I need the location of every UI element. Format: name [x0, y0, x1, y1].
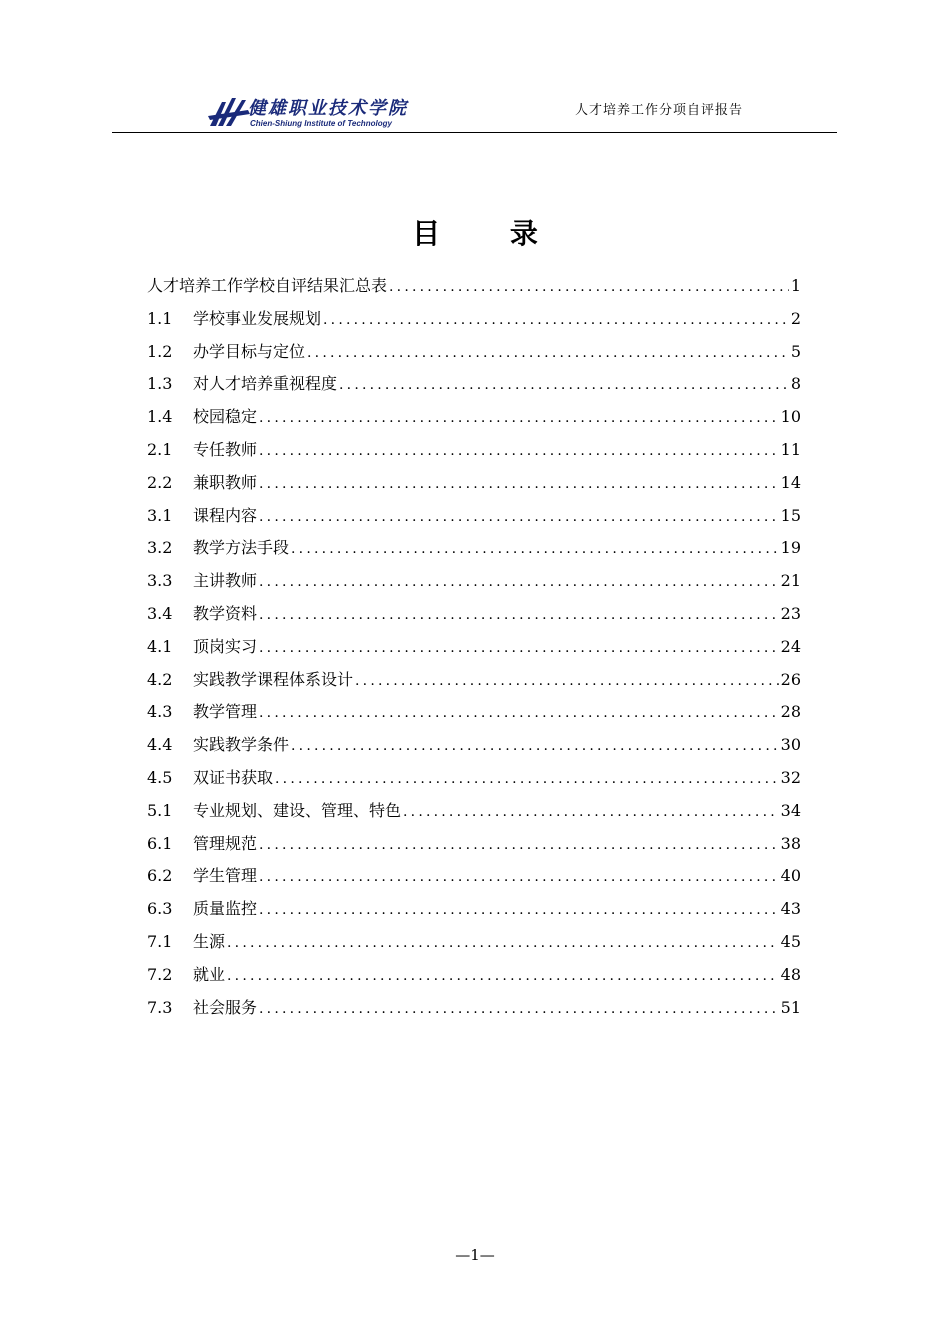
toc-section-title: 顶岗实习 — [193, 636, 258, 656]
toc-section-number: 3.1 — [147, 505, 173, 525]
toc-page-number: 11 — [780, 439, 801, 459]
toc-entry[interactable] — [147, 434, 801, 467]
toc-leader-dots — [307, 337, 789, 370]
toc-page-number: 24 — [780, 636, 801, 656]
toc-section-number: 2.1 — [147, 439, 173, 459]
toc-section-number: 5.1 — [147, 800, 173, 820]
toc-page-number: 38 — [780, 833, 801, 853]
toc-section-number: 1.4 — [147, 407, 173, 427]
toc-leader-dots — [259, 566, 779, 599]
toc-entry[interactable] — [147, 860, 801, 893]
toc-page-number: 43 — [780, 899, 801, 919]
table-of-contents — [147, 270, 801, 1024]
toc-page-number: 5 — [790, 341, 801, 361]
toc-section-number: 3.4 — [147, 603, 173, 623]
toc-section-title: 就业 — [193, 964, 226, 984]
toc-entry[interactable] — [147, 729, 801, 762]
toc-leader-dots — [339, 369, 789, 402]
toc-section-number: 4.4 — [147, 735, 173, 755]
toc-leader-dots — [259, 894, 779, 927]
toc-section-title: 人才培养工作学校自评结果汇总表 — [147, 276, 388, 295]
toc-section-title: 社会服务 — [193, 997, 258, 1017]
toc-section-number: 1.2 — [147, 341, 173, 361]
toc-entry[interactable] — [147, 959, 801, 992]
toc-section-title: 教学方法手段 — [193, 538, 290, 558]
toc-entry[interactable] — [147, 631, 801, 664]
toc-leader-dots — [291, 730, 779, 763]
toc-entry[interactable] — [147, 270, 801, 303]
toc-leader-dots — [389, 271, 789, 304]
toc-section-title: 专任教师 — [193, 439, 258, 459]
toc-section-number: 1.3 — [147, 374, 173, 394]
toc-section-title: 学生管理 — [193, 866, 258, 886]
toc-page-number: 32 — [780, 767, 801, 787]
toc-page-number: 1 — [790, 276, 801, 295]
toc-leader-dots — [403, 796, 779, 829]
toc-entry[interactable] — [147, 926, 801, 959]
toc-entry[interactable] — [147, 532, 801, 565]
toc-section-title: 质量监控 — [193, 899, 258, 919]
toc-leader-dots — [259, 402, 779, 435]
toc-page-number: 30 — [780, 735, 801, 755]
toc-section-title: 办学目标与定位 — [193, 341, 306, 361]
toc-section-number: 2.2 — [147, 472, 173, 492]
toc-section-title: 专业规划、建设、管理、特色 — [193, 800, 402, 820]
toc-page-number: 48 — [780, 964, 801, 984]
toc-page-number: 2 — [790, 308, 801, 328]
toc-page-number: 21 — [780, 571, 801, 591]
toc-leader-dots — [259, 501, 779, 534]
toc-entry[interactable] — [147, 795, 801, 828]
toc-leader-dots — [323, 304, 789, 337]
toc-entry[interactable] — [147, 565, 801, 598]
toc-leader-dots — [227, 960, 779, 993]
toc-entry[interactable] — [147, 762, 801, 795]
school-logo — [208, 94, 408, 134]
school-name: 健雄职业技术学院 — [248, 98, 408, 119]
toc-page-number: 26 — [780, 669, 801, 689]
header-divider — [112, 132, 837, 133]
toc-section-title: 实践教学课程体系设计 — [193, 669, 354, 689]
toc-leader-dots — [259, 861, 779, 894]
toc-section-number: 4.2 — [147, 669, 173, 689]
toc-leader-dots — [355, 665, 779, 698]
toc-entry[interactable] — [147, 828, 801, 861]
toc-entry[interactable] — [147, 303, 801, 336]
toc-section-title: 教学管理 — [193, 702, 258, 722]
report-title: 人才培养工作分项自评报告 — [574, 103, 743, 118]
toc-section-number: 1.1 — [147, 308, 173, 328]
toc-page-number: 19 — [780, 538, 801, 558]
toc-leader-dots — [291, 533, 779, 566]
toc-section-number: 4.3 — [147, 702, 173, 722]
toc-leader-dots — [259, 829, 779, 862]
toc-section-title: 教学资料 — [193, 603, 258, 623]
toc-page-number: 51 — [780, 997, 801, 1017]
toc-entry[interactable] — [147, 598, 801, 631]
toc-section-title: 学校事业发展规划 — [193, 308, 322, 328]
toc-leader-dots — [227, 927, 779, 960]
toc-entry[interactable] — [147, 500, 801, 533]
toc-section-title: 对人才培养重视程度 — [193, 374, 338, 394]
toc-section-title: 校园稳定 — [193, 407, 258, 427]
toc-page-number: 23 — [780, 603, 801, 623]
toc-section-number: 7.3 — [147, 997, 173, 1017]
toc-entry[interactable] — [147, 467, 801, 500]
school-name-english: Chien-Shiung Institute of Technology — [250, 119, 392, 128]
toc-entry[interactable] — [147, 368, 801, 401]
toc-page-number: 14 — [780, 472, 801, 492]
toc-entry[interactable] — [147, 992, 801, 1025]
toc-leader-dots — [259, 468, 779, 501]
toc-section-title: 双证书获取 — [193, 767, 274, 787]
toc-leader-dots — [259, 599, 779, 632]
school-emblem-icon — [208, 96, 252, 130]
page-number: —1— — [455, 1246, 495, 1264]
toc-section-title: 主讲教师 — [193, 571, 258, 591]
toc-section-number: 4.1 — [147, 636, 173, 656]
toc-page-number: 15 — [780, 505, 801, 525]
toc-entry[interactable] — [147, 893, 801, 926]
toc-page-number: 40 — [780, 866, 801, 886]
toc-section-number: 6.2 — [147, 866, 173, 886]
toc-section-title: 生源 — [193, 931, 226, 951]
toc-section-number: 6.1 — [147, 833, 173, 853]
toc-section-number: 6.3 — [147, 899, 173, 919]
toc-page-number: 8 — [790, 374, 801, 394]
toc-section-number: 3.2 — [147, 538, 173, 558]
toc-leader-dots — [259, 697, 779, 730]
page-title: 目 录 — [412, 217, 568, 250]
page-header — [112, 86, 837, 134]
toc-leader-dots — [275, 763, 779, 796]
toc-entry[interactable] — [147, 336, 801, 369]
toc-page-number: 34 — [780, 800, 801, 820]
toc-entry[interactable] — [147, 401, 801, 434]
toc-page-number: 10 — [780, 407, 801, 427]
toc-section-number: 7.2 — [147, 964, 173, 984]
toc-section-title: 实践教学条件 — [193, 735, 290, 755]
toc-section-title: 兼职教师 — [193, 472, 258, 492]
toc-entry[interactable] — [147, 696, 801, 729]
toc-entry[interactable] — [147, 664, 801, 697]
toc-leader-dots — [259, 993, 779, 1026]
toc-leader-dots — [259, 435, 779, 468]
toc-leader-dots — [259, 632, 779, 665]
toc-section-number: 4.5 — [147, 767, 173, 787]
toc-page-number: 45 — [780, 931, 801, 951]
toc-section-title: 管理规范 — [193, 833, 258, 853]
toc-section-number: 3.3 — [147, 571, 173, 591]
toc-page-number: 28 — [780, 702, 801, 722]
toc-section-title: 课程内容 — [193, 505, 258, 525]
toc-section-number: 7.1 — [147, 931, 173, 951]
